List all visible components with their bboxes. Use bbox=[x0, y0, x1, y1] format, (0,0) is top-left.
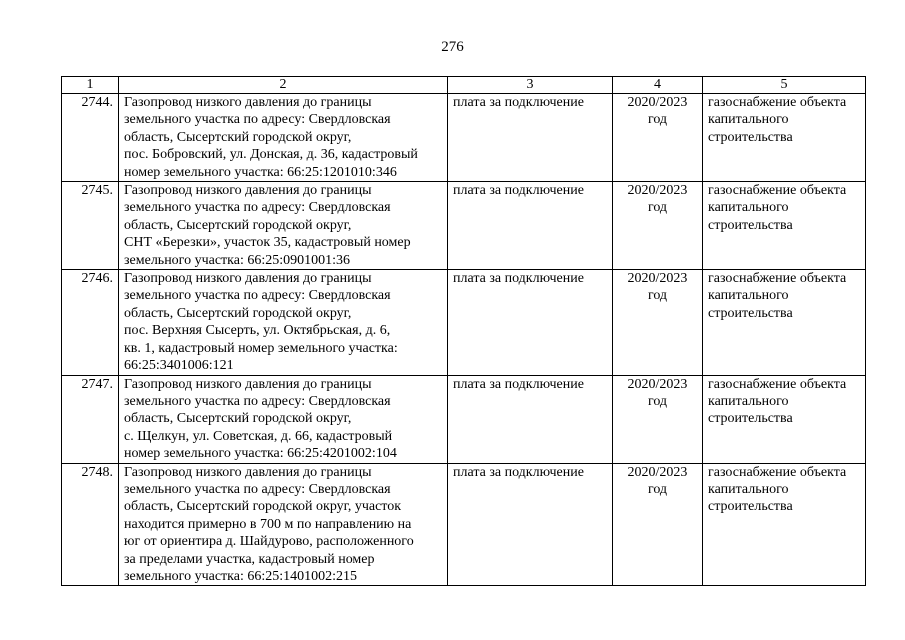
document-table bbox=[61, 76, 866, 586]
page-number: 276 bbox=[441, 39, 464, 55]
table-row bbox=[62, 375, 866, 463]
period-year: 2020/2023 год bbox=[613, 94, 703, 182]
object-description: Газопровод низкого давления до границы земельного участка по адресу: Свердловская область, Сысертский городской округ, участок находится примерно в 700 м по направлению на юг от ориентира д. Шайдурово, расположенного за пределами участка, кадастровый номер земельного участка: 66:25:1401002:215 bbox=[119, 463, 448, 586]
payment-type: плата за подключение bbox=[448, 182, 613, 270]
column-header-4: 4 bbox=[613, 77, 703, 94]
purpose: газоснабжение объекта капитального строительства bbox=[703, 94, 866, 182]
table-header-row bbox=[62, 77, 866, 94]
period-year: 2020/2023 год bbox=[613, 270, 703, 375]
row-number: 2746. bbox=[62, 270, 119, 375]
purpose: газоснабжение объекта капитального строительства bbox=[703, 463, 866, 586]
payment-type: плата за подключение bbox=[448, 270, 613, 375]
column-header-3: 3 bbox=[448, 77, 613, 94]
purpose: газоснабжение объекта капитального строительства bbox=[703, 182, 866, 270]
table-row bbox=[62, 94, 866, 182]
column-header-5: 5 bbox=[703, 77, 866, 94]
payment-type: плата за подключение bbox=[448, 375, 613, 463]
table-row bbox=[62, 182, 866, 270]
period-year: 2020/2023 год bbox=[613, 463, 703, 586]
column-header-1: 1 bbox=[62, 77, 119, 94]
object-description: Газопровод низкого давления до границы земельного участка по адресу: Свердловская область, Сысертский городской округ, пос. Верхняя Сысерть, ул. Октябрьская, д. 6, кв. 1, кадастровый номер земельного участка: 66:25:3401006:121 bbox=[119, 270, 448, 375]
purpose: газоснабжение объекта капитального строительства bbox=[703, 375, 866, 463]
object-description: Газопровод низкого давления до границы земельного участка по адресу: Свердловская область, Сысертский городской округ, пос. Бобровский, ул. Донская, д. 36, кадастровый номер земельного участка: 66:25:1201010:346 bbox=[119, 94, 448, 182]
row-number: 2748. bbox=[62, 463, 119, 586]
table-row bbox=[62, 270, 866, 375]
period-year: 2020/2023 год bbox=[613, 375, 703, 463]
purpose: газоснабжение объекта капитального строительства bbox=[703, 270, 866, 375]
payment-type: плата за подключение bbox=[448, 463, 613, 586]
row-number: 2745. bbox=[62, 182, 119, 270]
table-row bbox=[62, 463, 866, 586]
object-description: Газопровод низкого давления до границы земельного участка по адресу: Свердловская область, Сысертский городской округ, с. Щелкун, ул. Советская, д. 66, кадастровый номер земельного участка: 66:25:4201002:104 bbox=[119, 375, 448, 463]
period-year: 2020/2023 год bbox=[613, 182, 703, 270]
column-header-2: 2 bbox=[119, 77, 448, 94]
object-description: Газопровод низкого давления до границы земельного участка по адресу: Свердловская область, Сысертский городской округ, СНТ «Березки», участок 35, кадастровый номер земельного участка: 66:25:0901001:36 bbox=[119, 182, 448, 270]
payment-type: плата за подключение bbox=[448, 94, 613, 182]
row-number: 2747. bbox=[62, 375, 119, 463]
row-number: 2744. bbox=[62, 94, 119, 182]
